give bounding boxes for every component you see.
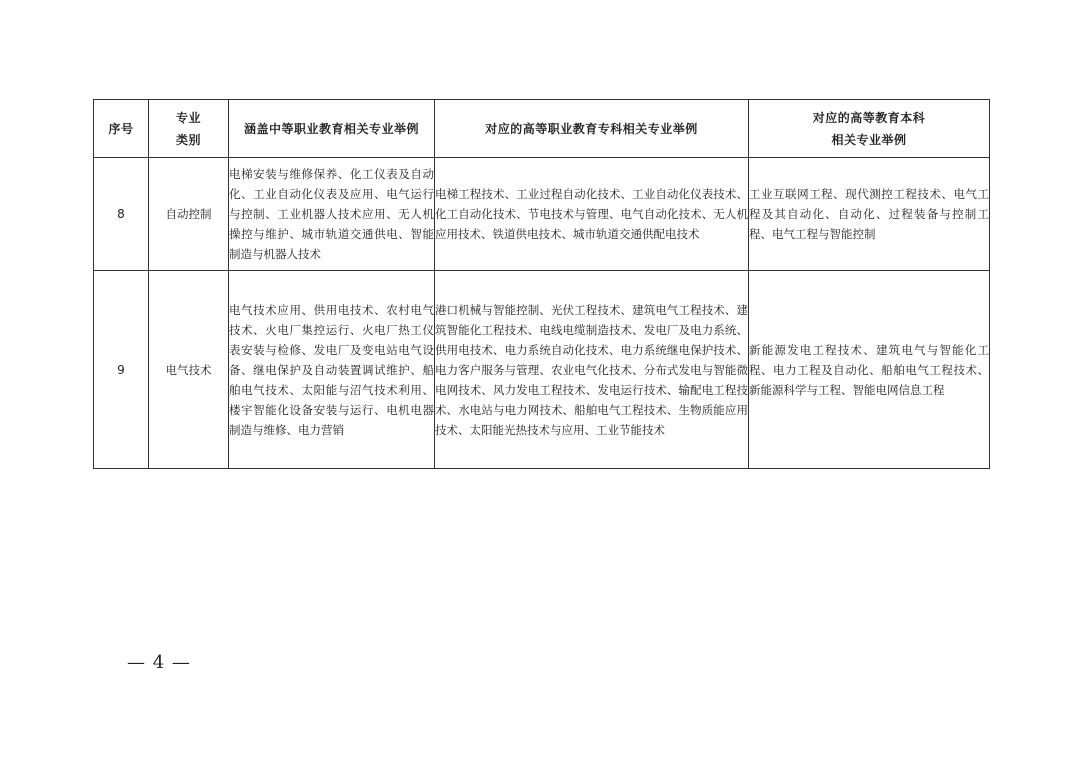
row-undergraduate-examples: 工业互联网工程、现代测控工程技术、电气工程及其自动化、自动化、过程装备与控制工程、电气工程与智能控制 bbox=[749, 158, 990, 271]
header-secondary: 涵盖中等职业教育相关专业举例 bbox=[229, 100, 435, 158]
row-undergraduate-examples: 新能源发电工程技术、建筑电气与智能化工程、电力工程及自动化、船舶电气工程技术、新能源科学与工程、智能电网信息工程 bbox=[749, 271, 990, 469]
header-category-line2: 类别 bbox=[175, 132, 201, 147]
specialty-table bbox=[93, 99, 990, 469]
header-undergraduate-line2: 相关专业举例 bbox=[831, 132, 907, 147]
row-category: 电气技术 bbox=[149, 271, 229, 469]
header-seq: 序号 bbox=[94, 100, 149, 158]
row-higher-vocational-examples: 电梯工程技术、工业过程自动化技术、工业自动化仪表技术、化工自动化技术、节电技术与管理、电气自动化技术、无人机应用技术、铁道供电技术、城市轨道交通供配电技术 bbox=[435, 158, 749, 271]
header-category bbox=[149, 100, 229, 158]
table-row bbox=[94, 271, 990, 469]
row-higher-vocational-examples: 港口机械与智能控制、光伏工程技术、建筑电气工程技术、建筑智能化工程技术、电线电缆制造技术、发电厂及电力系统、供用电技术、电力系统自动化技术、电力系统继电保护技术、电力客户服务与管理、农业电气化技术、分布式发电与智能微电网技术、风力发电工程技术、发电运行技术、输配电工程技术、水电站与电力网技术、船舶电气工程技术、生物质能应用技术、太阳能光热技术与应用、工业节能技术 bbox=[435, 271, 749, 469]
row-category: 自动控制 bbox=[149, 158, 229, 271]
row-seq: 8 bbox=[94, 158, 149, 271]
row-seq: 9 bbox=[94, 271, 149, 469]
row-secondary-examples: 电气技术应用、供用电技术、农村电气技术、火电厂集控运行、火电厂热工仪表安装与检修、发电厂及变电站电气设备、继电保护及自动装置调试维护、船舶电气技术、太阳能与沼气技术利用、楼宇智能化设备安装与运行、电机电器制造与维修、电力营销 bbox=[229, 271, 435, 469]
header-category-line1: 专业 bbox=[175, 110, 201, 125]
table-header-row bbox=[94, 100, 990, 158]
header-undergraduate bbox=[749, 100, 990, 158]
header-undergraduate-line1: 对应的高等教育本科 bbox=[812, 110, 926, 125]
row-secondary-examples: 电梯安装与维修保养、化工仪表及自动化、工业自动化仪表及应用、电气运行与控制、工业机器人技术应用、无人机操控与维护、城市轨道交通供电、智能制造与机器人技术 bbox=[229, 158, 435, 271]
header-higher-vocational: 对应的高等职业教育专科相关专业举例 bbox=[435, 100, 749, 158]
page-number: — 4 — bbox=[127, 652, 191, 673]
table-row bbox=[94, 158, 990, 271]
